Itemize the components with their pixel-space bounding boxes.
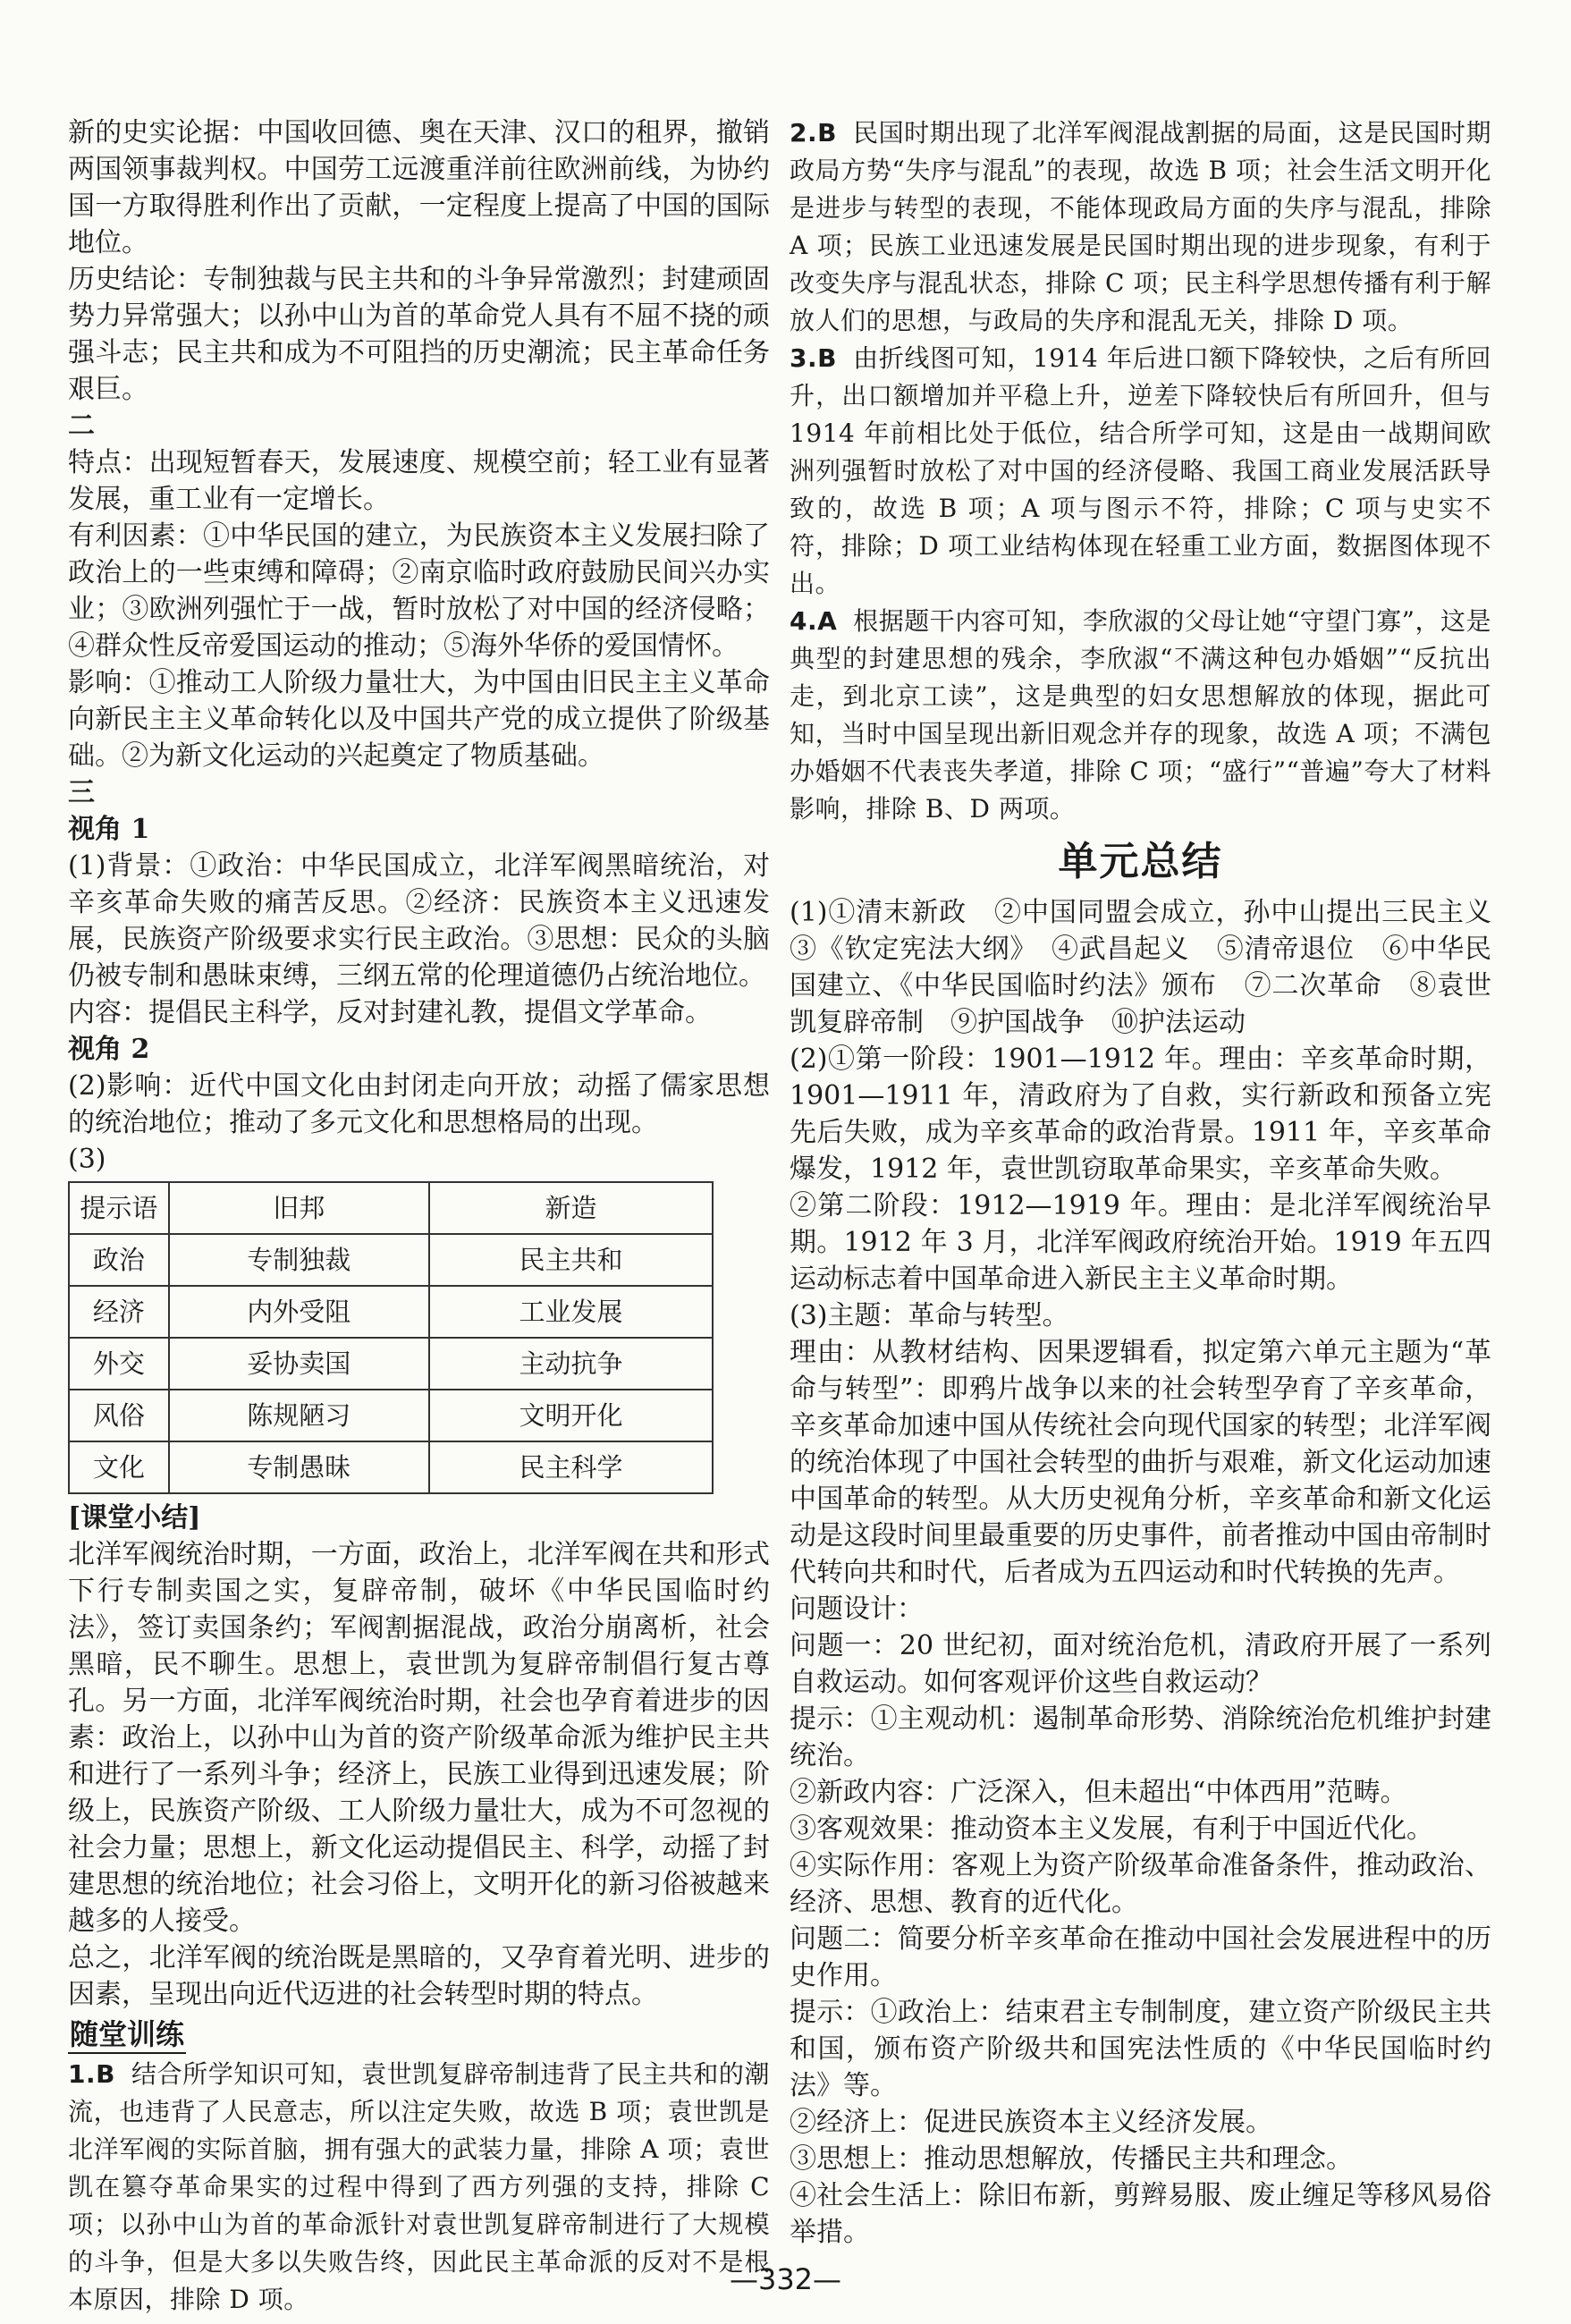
table-row (69, 1286, 713, 1338)
table-row (69, 1338, 713, 1390)
paragraph: 问题设计： (790, 1593, 924, 1625)
paragraph: 总之，北洋军阀的统治既是黑暗的，又孕育着光明、进步的因素，呈现出向近代迈进的社会转型时期的特点。 (68, 1942, 770, 2010)
paragraph: 影响：①推动工人阶级力量壮大，为中国由旧民主主义革命向新民主主义革命转化以及中国共产党的成立提供了阶级基础。②为新文化运动的兴起奠定了物质基础。 (68, 667, 770, 772)
paragraph: ④实际作用：客观上为资产阶级革命准备条件，推动政治、经济、思想、教育的近代化。 (790, 1850, 1491, 1918)
paragraph: ③思想上：推动思想解放，传播民主共和理念。 (790, 2143, 1353, 2175)
answer-explanation: 根据题干内容可知，李欣淑的父母让她“守望门寡”，这是典型的封建思想的残余，李欣淑“不满这种包办婚姻”“反抗出走，到北京工读”，这是典型的妇女思想解放的体现，据此可知，当时中国呈现出新旧观念并存的现象，故选 A 项；不满包办婚姻不代表丧失孝道，排除 C 项；“盛行”“普遍”夸大了材料影响，排除 B、D 两项。 (790, 606, 1491, 824)
paragraph: ④社会生活上：除旧布新，剪辫易服、废止缠足等移风易俗举措。 (790, 2180, 1491, 2248)
table-cell: 风俗 (69, 1390, 169, 1441)
paragraph: 问题二：简要分析辛亥革命在推动中国社会发展进程中的历史作用。 (790, 1923, 1491, 1991)
table-cell: 工业发展 (429, 1286, 713, 1338)
table-header-row (69, 1182, 713, 1234)
item-number: 3. (790, 343, 818, 373)
table-cell: 民主科学 (429, 1441, 713, 1493)
paragraph: 有利因素：①中华民国的建立，为民族资本主义发展扫除了政治上的一些束缚和障碍；②南京临时政府鼓励民间兴办实业；③欧洲列强忙于一战，暂时放松了对中国的经济侵略；④群众性反帝爱国运动的推动；⑤海外华侨的爱国情怀。 (68, 520, 770, 662)
answer-explanation: 由折线图可知，1914 年后进口额下降较快，之后有所回升，出口额增加并平稳上升，逆差下降较快后有所回升，但与 1914 年前相比处于低位，结合所学可知，这是由一战期间欧洲列强暂时放松了对中国的经济侵略、我国工商业发展活跃导致的，故选 B 项；A 项与图示不符，排除；C 项与史实不符，排除；D 项工业结构体现在轻重工业方面，数据图体现不出。 (790, 343, 1491, 598)
answer-item (790, 114, 1491, 340)
summary-heading: [课堂小结] (68, 1502, 201, 1534)
view-heading: 视角 1 (68, 814, 150, 845)
paragraph: ③客观效果：推动资本主义发展，有利于中国近代化。 (790, 1813, 1433, 1845)
table-cell: 内外受阻 (169, 1286, 429, 1338)
table-cell: 专制愚昧 (169, 1441, 429, 1493)
paragraph: 特点：出现短暂春天，发展速度、规模空前；轻工业有显著发展，重工业有一定增长。 (68, 447, 770, 515)
paragraph: 北洋军阀统治时期，一方面，政治上，北洋军阀在共和形式下行专制卖国之实，复辟帝制，破坏《中华民国临时约法》，签订卖国条约；军阀割据混战，政治分崩离析，社会黑暗，民不聊生。思想上，袁世凯为复辟帝制倡行复古尊孔。另一方面，北洋军阀统治时期，社会也孕育着进步的因素：政治上，以孙中山为首的资产阶级革命派为维护民主共和进行了一系列斗争；经济上，民族工业得到迅速发展；阶级上，民族资产阶级、工人阶级力量壮大，成为不可忽视的社会力量；思想上，新文化运动提倡民主、科学，动摇了封建思想的统治地位；社会习俗上，文明开化的新习俗被越来越多的人接受。 (68, 1539, 770, 1937)
paragraph: 提示：①主观动机：遏制革命形势、消除统治危机维护封建统治。 (790, 1703, 1491, 1771)
table-cell: 民主共和 (429, 1234, 713, 1286)
paragraph: 历史结论：专制独裁与民主共和的斗争异常激烈；封建顽固势力异常强大；以孙中山为首的革命党人具有不屈不挠的顽强斗志；民主共和成为不可阻挡的历史潮流；民主革命任务艰巨。 (68, 264, 770, 405)
item-number: 4. (790, 606, 818, 636)
unit-summary-title: 单元总结 (1058, 839, 1223, 884)
table-cell: 陈规陋习 (169, 1390, 429, 1441)
section-heading: 三 (68, 777, 95, 808)
answer-letter: B (96, 2059, 115, 2089)
table-cell: 文化 (69, 1441, 169, 1493)
paragraph: 问题一：20 世纪初，面对统治危机，清政府开展了一系列自救运动。如何客观评价这些自救运动？ (790, 1630, 1491, 1698)
paragraph: ②新政内容：广泛深入，但未超出“中体西用”范畴。 (790, 1777, 1407, 1808)
table-row (69, 1441, 713, 1493)
answer-letter: A (817, 606, 838, 636)
answer-item (790, 340, 1491, 603)
table-cell: 文明开化 (429, 1390, 713, 1441)
table-header-cell: 新造 (429, 1182, 713, 1234)
paragraph: ②经济上：促进民族资本主义经济发展。 (790, 2107, 1272, 2138)
paragraph: (2)影响：近代中国文化由封闭走向开放；动摇了儒家思想的统治地位；推动了多元文化和思想格局的出现。 (68, 1070, 770, 1138)
paragraph: 内容：提倡民主科学，反对封建礼教，提倡文学革命。 (68, 997, 712, 1028)
paragraph: ②第二阶段：1912—1919 年。理由：是北洋军阀统治早期。1912 年 3 月，北洋军阀政府统治开始。1919 年五四运动标志着中国革命进入新民主主义革命时期。 (790, 1190, 1491, 1295)
table-cell: 妥协卖国 (169, 1338, 429, 1390)
paragraph: (2)①第一阶段：1901—1912 年。理由：辛亥革命时期，1901—1911 年，清政府为了自救，实行新政和预备立宪先后失败，成为辛亥革命的政治背景。1911 年，辛亥革命爆发，1912 年，袁世凯窃取革命果实，辛亥革命失败。 (790, 1044, 1491, 1185)
answer-letter: B (817, 118, 837, 148)
table-header-cell: 旧邦 (169, 1182, 429, 1234)
right-column (790, 114, 1518, 2251)
paragraph: 提示：①政治上：结束君主专制制度，建立资产阶级民主共和国，颁布资产阶级共和国宪法性质的《中华民国临时约法》等。 (790, 1997, 1491, 2101)
section-heading: 二 (68, 410, 95, 442)
table-cell: 外交 (69, 1338, 169, 1390)
paragraph: (1)背景：①政治：中华民国成立，北洋军阀黑暗统治，对辛亥革命失败的痛苦反思。②经济：民族资本主义迅速发展，民族资产阶级要求实行民主政治。③思想：民众的头脑仍被专制和愚昧束缚，三纲五常的伦理道德仍占统治地位。 (68, 850, 770, 992)
table-row (69, 1390, 713, 1441)
paragraph: (3) (68, 1144, 106, 1175)
answer-explanation: 民国时期出现了北洋军阀混战割据的局面，这是民国时期政局方势“失序与混乱”的表现，故选 B 项；社会生活文明开化是进步与转型的表现，不能体现政局方面的失序与混乱，排除 A 项；民族工业迅速发展是民国时期出现的进步现象，有利于改变失序与混乱状态，排除 C 项；民主科学思想传播有利于解放人们的思想，与政局的失序和混乱无关，排除 D 项。 (790, 118, 1491, 335)
table-header-cell: 提示语 (69, 1182, 169, 1234)
answer-explanation: 结合所学知识可知，袁世凯复辟帝制违背了民主共和的潮流，也违背了人民意志，所以注定失败，故选 B 项；袁世凯是北洋军阀的实际首脑，拥有强大的武装力量，排除 A 项；袁世凯在篡夺革命果实的过程中得到了西方列强的支持，排除 C 项；以孙中山为首的革命派针对袁世凯复辟帝制进行了大规模的斗争，但是大多以失败告终，因此民主革命派的反对不是根本原因，排除 D 项。 (68, 2059, 770, 2314)
paragraph: 新的史实论据：中国收回德、奥在天津、汉口的租界，撤销两国领事裁判权。中国劳工远渡重洋前往欧洲前线，为协约国一方取得胜利作出了贡献，一定程度上提高了中国的国际地位。 (68, 117, 770, 258)
answer-item (790, 603, 1491, 828)
practice-heading: 随堂训练 (68, 2016, 186, 2054)
table-cell: 经济 (69, 1286, 169, 1338)
item-number: 1. (68, 2059, 97, 2089)
page-number: —332— (729, 2262, 842, 2296)
item-number: 2. (790, 118, 818, 148)
comparison-table (68, 1181, 714, 1494)
answer-letter: B (817, 343, 837, 373)
table-cell: 专制独裁 (169, 1234, 429, 1286)
paragraph: (3)主题：革命与转型。 (790, 1300, 1069, 1331)
paragraph: (1)①清末新政 ②中国同盟会成立，孙中山提出三民主义 ③《钦定宪法大纲》 ④武昌起义 ⑤清帝退位 ⑥中华民国建立、《中华民国临时约法》颁布 ⑦二次革命 ⑧袁世凯复辟帝制 ⑨护国战争 ⑩护法运动 (790, 897, 1518, 1038)
table-cell: 主动抗争 (429, 1338, 713, 1390)
table-row (69, 1234, 713, 1286)
paragraph: 理由：从教材结构、因果逻辑看，拟定第六单元主题为“革命与转型”：即鸦片战争以来的社会转型孕育了辛亥革命，辛亥革命加速中国从传统社会向现代国家的转型；北洋军阀的统治体现了中国社会转型的曲折与艰难，新文化运动加速中国革命的转型。从大历史视角分析，辛亥革命和新文化运动是这段时间里最重要的历史事件，前者推动中国由帝制时代转向共和时代，后者成为五四运动和时代转换的先声。 (790, 1337, 1491, 1588)
left-column (68, 114, 770, 2319)
table-cell: 政治 (69, 1234, 169, 1286)
view-heading: 视角 2 (68, 1034, 150, 1065)
